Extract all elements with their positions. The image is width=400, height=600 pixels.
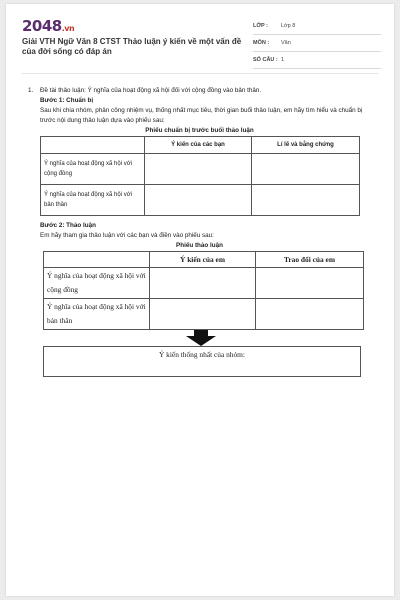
document-title: Giải VTH Ngữ Văn 8 CTST Thảo luận ý kiến về một vấn đề của đời sống có đáp án (22, 37, 242, 56)
table-row (44, 299, 364, 330)
table-header-cell: Trao đổi của em (256, 252, 364, 268)
step2-table-title: Phiếu thảo luận (176, 242, 223, 249)
meta-value: Lớp 8 (281, 23, 296, 29)
document-page (6, 4, 394, 596)
table-cell[interactable] (145, 185, 252, 216)
table-cell[interactable] (256, 268, 364, 299)
table-row (41, 185, 360, 216)
meta-value: 1 (281, 57, 285, 63)
table-cell[interactable] (252, 154, 360, 185)
table-header-cell (44, 252, 150, 268)
table-row-label: Ý nghĩa của hoạt động xã hội với cộng đồng (41, 154, 145, 185)
question-body (40, 86, 374, 377)
meta-key: LỚP : (253, 23, 268, 29)
table-header-row (41, 137, 360, 154)
group-consensus-label: Ý kiến thống nhất của nhóm: (158, 350, 245, 359)
group-consensus-box[interactable] (43, 346, 361, 377)
question-number: 1. (28, 87, 34, 94)
meta-value: Văn (281, 40, 291, 46)
meta-row-class (253, 18, 381, 35)
table-header-cell: Ý kiến của các bạn (145, 137, 252, 154)
step1-text: Sau khi chia nhóm, phân công nhiệm vụ, thống nhất mục tiêu, thời gian buổi thảo luận, em hãy tìm hiểu và chuẩn bị trước nội dung thảo luận dựa vào phiếu sau: (40, 107, 363, 124)
step1-title: Bước 1: Chuẩn bị (40, 97, 94, 104)
table-row (44, 268, 364, 299)
table-row-label: Ý nghĩa của hoạt động xã hội với bản thân (41, 185, 145, 216)
table-header-cell: Ý kiến của em (150, 252, 256, 268)
table-row (41, 154, 360, 185)
step1-table-title: Phiếu chuẩn bị trước buổi thảo luận (145, 127, 254, 134)
discussion-table (43, 251, 364, 330)
preparation-table (40, 136, 360, 216)
question-topic: Đề tài thảo luận: Ý nghĩa của hoạt động xã hội đối với cộng đồng vào bản thân. (40, 87, 262, 94)
step2-title: Bước 2: Thảo luận (40, 222, 96, 229)
meta-key: MÔN : (253, 40, 270, 46)
table-cell[interactable] (252, 185, 360, 216)
meta-key: SỐ CÂU : (253, 57, 278, 63)
table-cell[interactable] (150, 299, 256, 330)
meta-panel (253, 18, 381, 69)
step2-text: Em hãy tham gia thảo luận với các bạn và điền vào phiếu sau: (40, 232, 214, 239)
table-row-label: Ý nghĩa của hoạt động xã hội với cộng đồng (44, 268, 150, 299)
down-arrow-icon (40, 330, 360, 346)
table-row-label: Ý nghĩa của hoạt động xã hội với bản thân (44, 299, 150, 330)
header-divider (22, 73, 378, 74)
table-header-cell: Lí lẽ và bằng chứng (252, 137, 360, 154)
table-header-row (44, 252, 364, 268)
meta-row-subject (253, 35, 381, 52)
table-cell[interactable] (145, 154, 252, 185)
table-cell[interactable] (256, 299, 364, 330)
table-cell[interactable] (150, 268, 256, 299)
table-header-cell (41, 137, 145, 154)
meta-row-question-count (253, 52, 381, 69)
site-logo[interactable]: 2048.vn (22, 17, 75, 35)
